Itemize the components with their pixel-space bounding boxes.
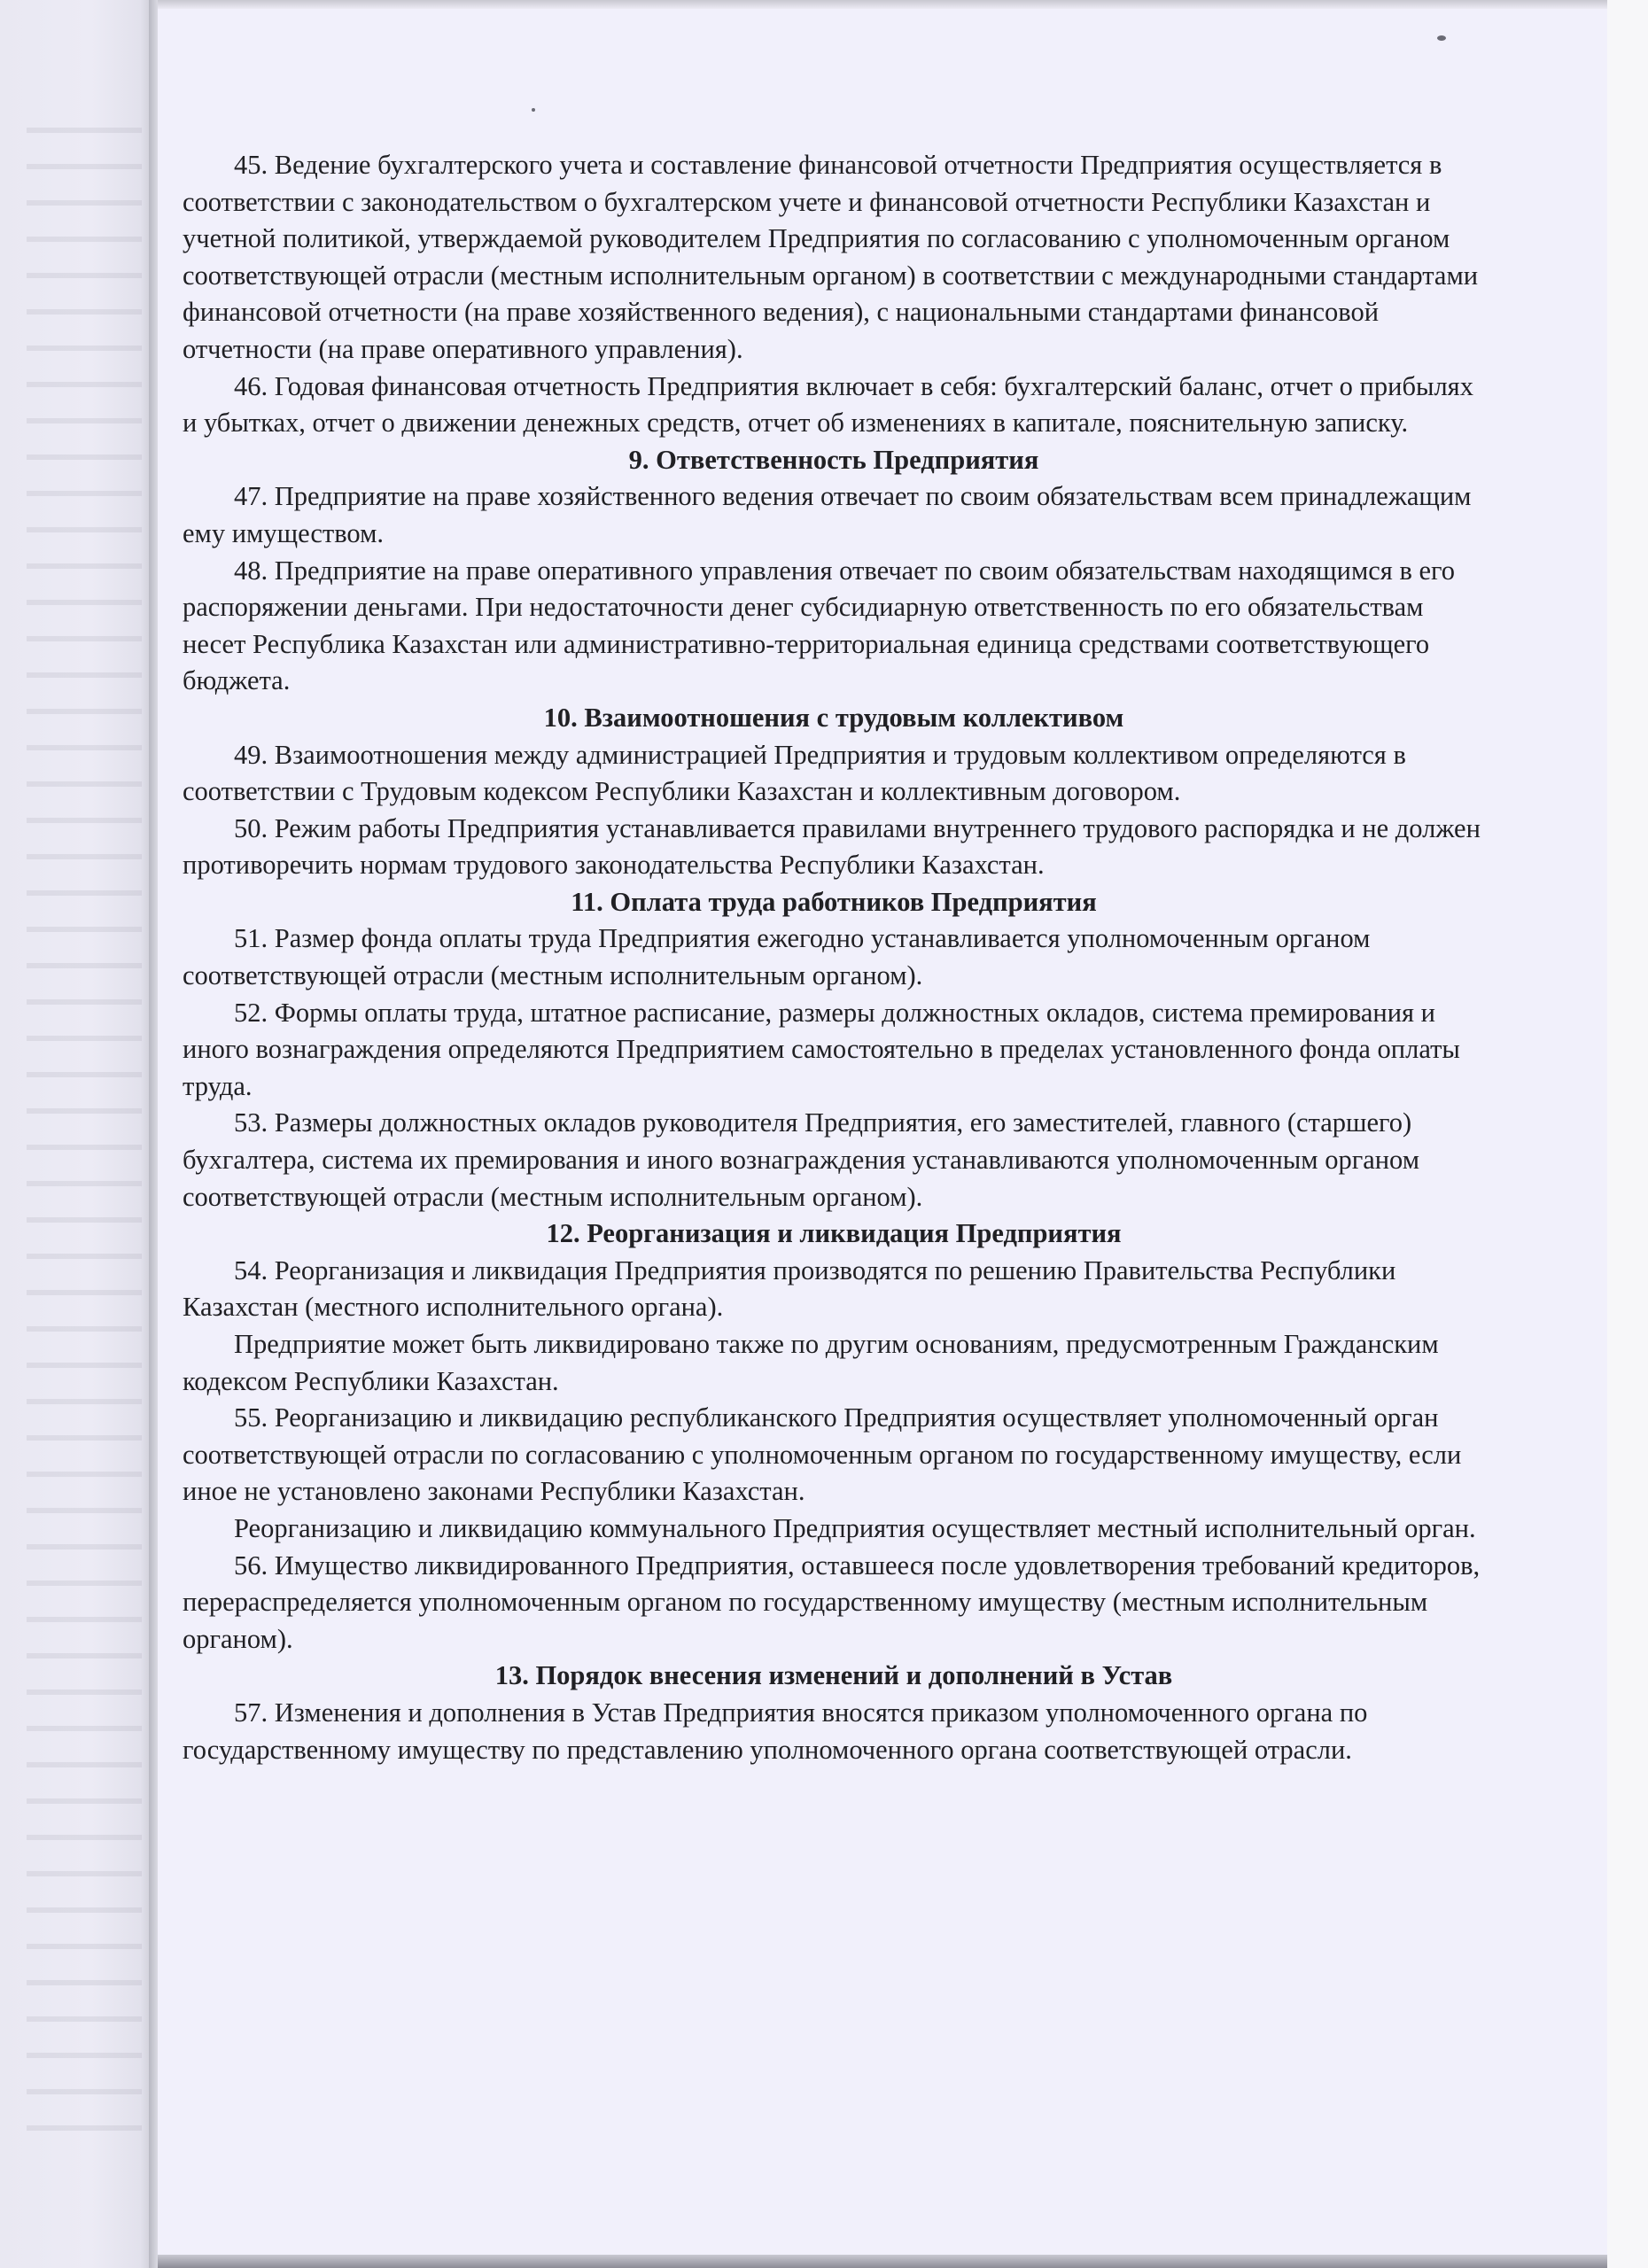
paragraph-54-cont: Предприятие может быть ликвидировано также по другим основаниям, предусмотренным Гражданским кодексом Республики Казахстан. [183, 1329, 1439, 1396]
paragraph-57: 57. Изменения и дополнения в Устав Предприятия вносятся приказом уполномоченного органа по государственному имуществу по представлению уполномоченного органа соответствующей отрасли. [183, 1697, 1368, 1765]
section-heading-13: 13. Порядок внесения изменений и дополнений в Устав [494, 1660, 1173, 1691]
page-bottom-edge [158, 2255, 1607, 2268]
paragraph-47: 47. Предприятие на праве хозяйственного ведения отвечает по своим обязательствам всем принадлежащим ему имуществом. [183, 481, 1472, 548]
scan-speck [1437, 35, 1446, 41]
paragraph-54: 54. Реорганизация и ликвидация Предприятия производятся по решению Правительства Республики Казахстан (местного исполнительного органа). [183, 1254, 1396, 1323]
paragraph-56: 56. Имущество ликвидированного Предприятия, оставшееся после удовлетворения требований кредиторов, перераспределяется уполномоченным органом по государственному имуществу (местным исполнительным органом). [183, 1550, 1481, 1654]
paragraph-52: 52. Формы оплаты труда, штатное расписание, размеры должностных окладов, система премирования и иного вознаграждения определяются Предприятием самостоятельно в пределах установленного фонда оплаты труда. [183, 997, 1460, 1101]
section-heading-10: 10. Взаимоотношения с трудовым коллективом [543, 702, 1124, 733]
document-body [183, 147, 1485, 1768]
scan-speck [532, 108, 535, 112]
paragraph-55: 55. Реорганизацию и ликвидацию республиканского Предприятия осуществляет уполномоченный орган соответствующей отрасли по согласованию с уполномоченным органом по государственному имуществу, если иное не установлено законами Республики Казахстан. [183, 1402, 1462, 1507]
section-heading-12: 12. Реорганизация и ликвидация Предприятия [546, 1218, 1122, 1249]
paragraph-49: 49. Взаимоотношения между администрацией Предприятия и трудовым коллективом определяются в соответствии с Трудовым кодексом Республики Казахстан и коллективным договором. [183, 739, 1406, 807]
paragraph-48: 48. Предприятие на праве оперативного управления отвечает по своим обязательствам находящимся в его распоряжении деньгами. При недостаточности денег субсидиарную ответственность по его обязательствам несет Республика Казахстан или административно-территориальная единица средствами соответствующего бюджета. [183, 555, 1456, 696]
section-heading-9: 9. Ответственность Предприятия [628, 444, 1039, 475]
paragraph-53: 53. Размеры должностных окладов руководителя Предприятия, его заместителей, главного (старшего) бухгалтера, система их премирования и иного вознаграждения устанавливаются уполномоченным органом соответствующей отрасли (местным исполнительным органом). [183, 1107, 1420, 1212]
show-through-text [27, 106, 142, 2144]
scanner-right-margin [1605, 0, 1648, 2268]
paragraph-55-cont: Реорганизацию и ликвидацию коммунального Предприятия осуществляет местный исполнительный орган. [234, 1512, 1476, 1543]
section-heading-11: 11. Оплата труда работников Предприятия [571, 886, 1097, 917]
page-top-edge [158, 0, 1607, 9]
paragraph-45: 45. Ведение бухгалтерского учета и составление финансовой отчетности Предприятия осуществляется в соответствии с законодательством о бухгалтерском учете и финансовой отчетности Республики Казахстан и учетной политикой, утверждаемой руководителем Предприятия по согласованию с уполномоченным органом соответствующей отрасли (местным исполнительным органом) в соответствии с международными стандартами финансовой отчетности (на праве хозяйственного ведения), с национальными стандартами финансовой отчетности (на праве оперативного управления). [183, 150, 1479, 364]
paragraph-50: 50. Режим работы Предприятия устанавливается правилами внутреннего трудового распорядка и не должен противоречить нормам трудового законодательства Республики Казахстан. [183, 812, 1481, 881]
paragraph-46: 46. Годовая финансовая отчетность Предприятия включает в себя: бухгалтерский баланс, отчет о прибылях и убытках, отчет о движении денежных средств, отчет об изменениях в капитале, пояснительную записку. [183, 370, 1473, 439]
paragraph-51: 51. Размер фонда оплаты труда Предприятия ежегодно устанавливается уполномоченным органом соответствующей отрасли (местным исполнительным органом). [183, 923, 1371, 991]
